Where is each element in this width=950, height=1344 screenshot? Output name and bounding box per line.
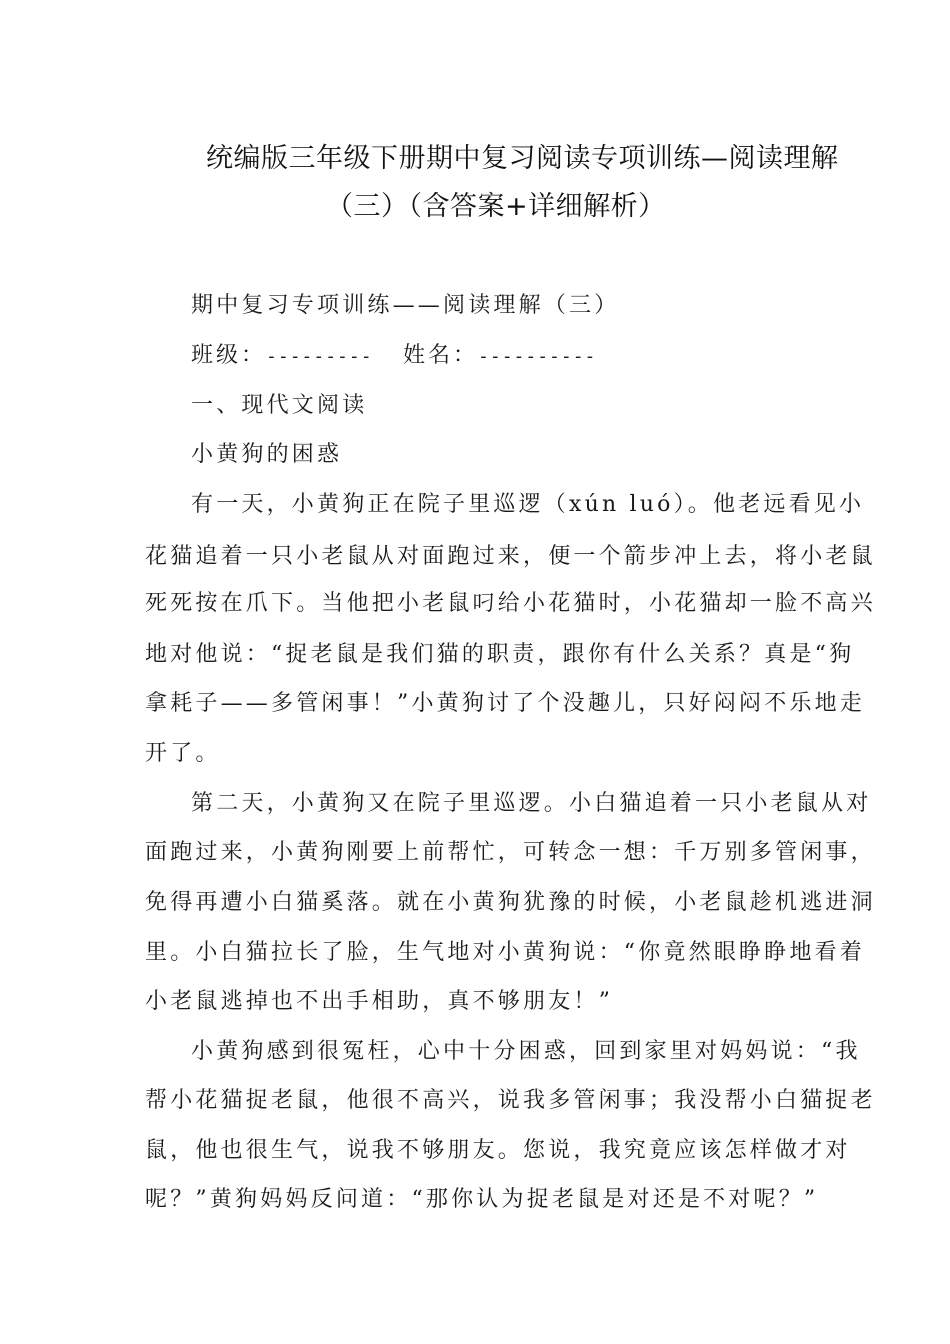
class-field <box>191 338 373 369</box>
section-heading: 一、现代文阅读 <box>191 393 368 418</box>
document-title-line-2: （三）（含答案+详细解析） <box>326 191 666 222</box>
text-line: 鼠，他也很生气，说我不够朋友。您说，我究竟应该怎样做才对 <box>145 1138 851 1163</box>
subtitle: 期中复习专项训练——阅读理解（三） <box>191 293 620 318</box>
name-label: 姓名： <box>403 343 479 368</box>
text-line: 呢？”黄狗妈妈反问道：“那你认为捉老鼠是对还是不对呢？” <box>145 1187 819 1212</box>
story-title: 小黄狗的困惑 <box>191 442 343 467</box>
text-line: 面跑过来，小黄狗刚要上前帮忙，可转念一想：千万别多管闲事， <box>145 840 876 865</box>
text-line: 小老鼠逃掉也不出手相助，真不够朋友！” <box>145 989 614 1014</box>
text-line: 死死按在爪下。当他把小老鼠叼给小花猫时，小花猫却一脸不高兴 <box>145 591 876 616</box>
text-line: 拿耗子——多管闲事！”小黄狗讨了个没趣儿，只好闷闷不乐地走 <box>145 691 866 716</box>
class-label: 班级： <box>191 343 267 368</box>
text-line: 里。小白猫拉长了脸，生气地对小黄狗说：“你竟然眼睁睁地看着 <box>145 940 866 965</box>
document-title-line-1: 统编版三年级下册期中复习阅读专项训练—阅读理解 <box>206 143 839 174</box>
text-line: 花猫追着一只小老鼠从对面跑过来，便一个箭步冲上去，将小老鼠 <box>145 544 876 569</box>
text-line: 小黄狗感到很冤枉，心中十分困惑，回到家里对妈妈说：“我 <box>191 1039 861 1064</box>
text-line: 有一天，小黄狗正在院子里巡逻（xún luó）。他老远看见小 <box>191 492 865 517</box>
text-line: 第二天，小黄狗又在院子里巡逻。小白猫追着一只小老鼠从对 <box>191 791 872 816</box>
class-blank: --------- <box>266 346 373 367</box>
name-field <box>403 338 596 369</box>
name-blank: ---------- <box>478 346 597 367</box>
text-line: 免得再遭小白猫奚落。就在小黄狗犹豫的时候，小老鼠趁机逃进洞 <box>145 890 876 915</box>
text-line: 开了。 <box>145 741 221 766</box>
text-line: 帮小花猫捉老鼠，他很不高兴，说我多管闲事；我没帮小白猫捉老 <box>145 1088 876 1113</box>
text-line: 地对他说：“捉老鼠是我们猫的职责，跟你有什么关系？真是“狗 <box>145 642 855 667</box>
